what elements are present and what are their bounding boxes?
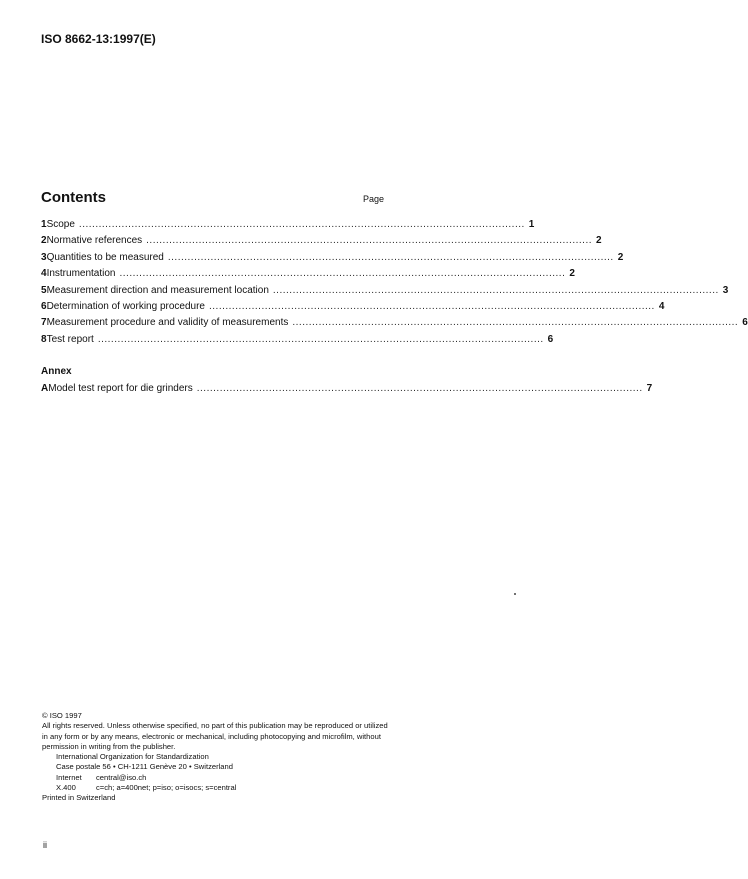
toc-entry-6[interactable]	[41, 300, 665, 317]
toc-entry-page: 2	[596, 235, 602, 247]
toc-entry-3[interactable]	[41, 251, 624, 268]
internet-row	[56, 773, 392, 783]
toc-entry-number: 6	[41, 300, 47, 312]
toc-entry-title: Normative references	[46, 235, 143, 247]
toc-entry-page: 4	[658, 300, 665, 312]
toc-entry-number: 1	[41, 219, 47, 230]
toc-entry-2[interactable]	[41, 235, 602, 251]
annex-list	[41, 383, 653, 399]
dot-leader: ........................................................................................................................................	[119, 268, 566, 280]
page-column-label: Page	[363, 194, 385, 204]
toc-entry-7[interactable]	[41, 317, 748, 333]
internet-address[interactable]: central@iso.ch	[96, 772, 147, 782]
toc-entry-number: 3	[41, 251, 47, 263]
toc-entry-number: A	[41, 383, 49, 394]
rights-statement: All rights reserved. Unless otherwise specified, no part of this publication may be reproduced or utilized in any form or by any means, electronic or mechanical, including photocopying and microfilm, without permission in writing from the publisher.	[42, 721, 388, 751]
toc-entry-number: 5	[41, 284, 47, 296]
organization-name: International Organization for Standardization	[56, 752, 209, 762]
printed-in: Printed in Switzerland	[42, 793, 116, 803]
toc-entry-title: Model test report for die grinders	[48, 383, 193, 394]
contents-title: Contents	[41, 189, 106, 206]
toc-entry-number: 4	[41, 268, 47, 280]
toc-entry-number: 7	[41, 317, 47, 329]
toc-entry-title: Determination of working procedure	[46, 300, 205, 312]
toc-entry-annex-a[interactable]	[41, 383, 653, 399]
dot-leader: ........................................................................................................................................	[208, 300, 655, 312]
publisher-address	[42, 752, 392, 793]
toc-entry-page: 2	[569, 268, 575, 280]
toc-entry-5[interactable]	[41, 284, 729, 301]
x400-label: X.400	[56, 783, 76, 793]
table-of-contents	[41, 219, 748, 350]
dot-leader: ........................................................................................................................................	[196, 383, 643, 394]
copyright-block	[42, 711, 392, 804]
toc-entry-4[interactable]	[41, 268, 575, 284]
copyright-notice: © ISO 1997	[42, 711, 82, 720]
toc-entry-page: 1	[528, 219, 535, 230]
dot-leader: ........................................................................................................................................	[97, 333, 544, 345]
dot-leader: ........................................................................................................................................	[78, 219, 525, 230]
scan-artifact	[514, 593, 516, 595]
toc-entry-page: 6	[742, 317, 748, 329]
dot-leader: ........................................................................................................................................	[272, 284, 719, 296]
toc-entry-title: Measurement direction and measurement location	[46, 284, 269, 296]
toc-entry-title: Instrumentation	[46, 268, 116, 280]
toc-entry-page: 6	[547, 333, 554, 345]
toc-entry-title: Test report	[46, 333, 94, 345]
toc-entry-number: 2	[41, 235, 47, 247]
toc-entry-1[interactable]	[41, 219, 535, 235]
dot-leader: ........................................................................................................................................	[167, 251, 614, 263]
toc-entry-number: 8	[41, 333, 47, 345]
toc-entry-page: 2	[617, 251, 624, 263]
postal-address: Case postale 56 • CH-1211 Genève 20 • Switzerland	[56, 762, 233, 772]
toc-entry-title: Scope	[46, 219, 75, 230]
toc-entry-page: 7	[646, 383, 653, 394]
x400-row	[56, 783, 392, 793]
document-id: ISO 8662-13:1997(E)	[41, 32, 156, 46]
dot-leader: ........................................................................................................................................	[146, 235, 593, 247]
x400-address: c=ch; a=400net; p=iso; o=isocs; s=central	[96, 783, 237, 793]
toc-entry-page: 3	[722, 284, 729, 296]
internet-label: Internet	[56, 772, 82, 782]
annex-heading: Annex	[41, 366, 72, 377]
toc-entry-title: Measurement procedure and validity of measurements	[46, 317, 289, 329]
page-number: ii	[43, 840, 47, 850]
dot-leader: ........................................................................................................................................	[292, 317, 739, 329]
toc-entry-title: Quantities to be measured	[46, 251, 164, 263]
toc-entry-8[interactable]	[41, 333, 554, 350]
